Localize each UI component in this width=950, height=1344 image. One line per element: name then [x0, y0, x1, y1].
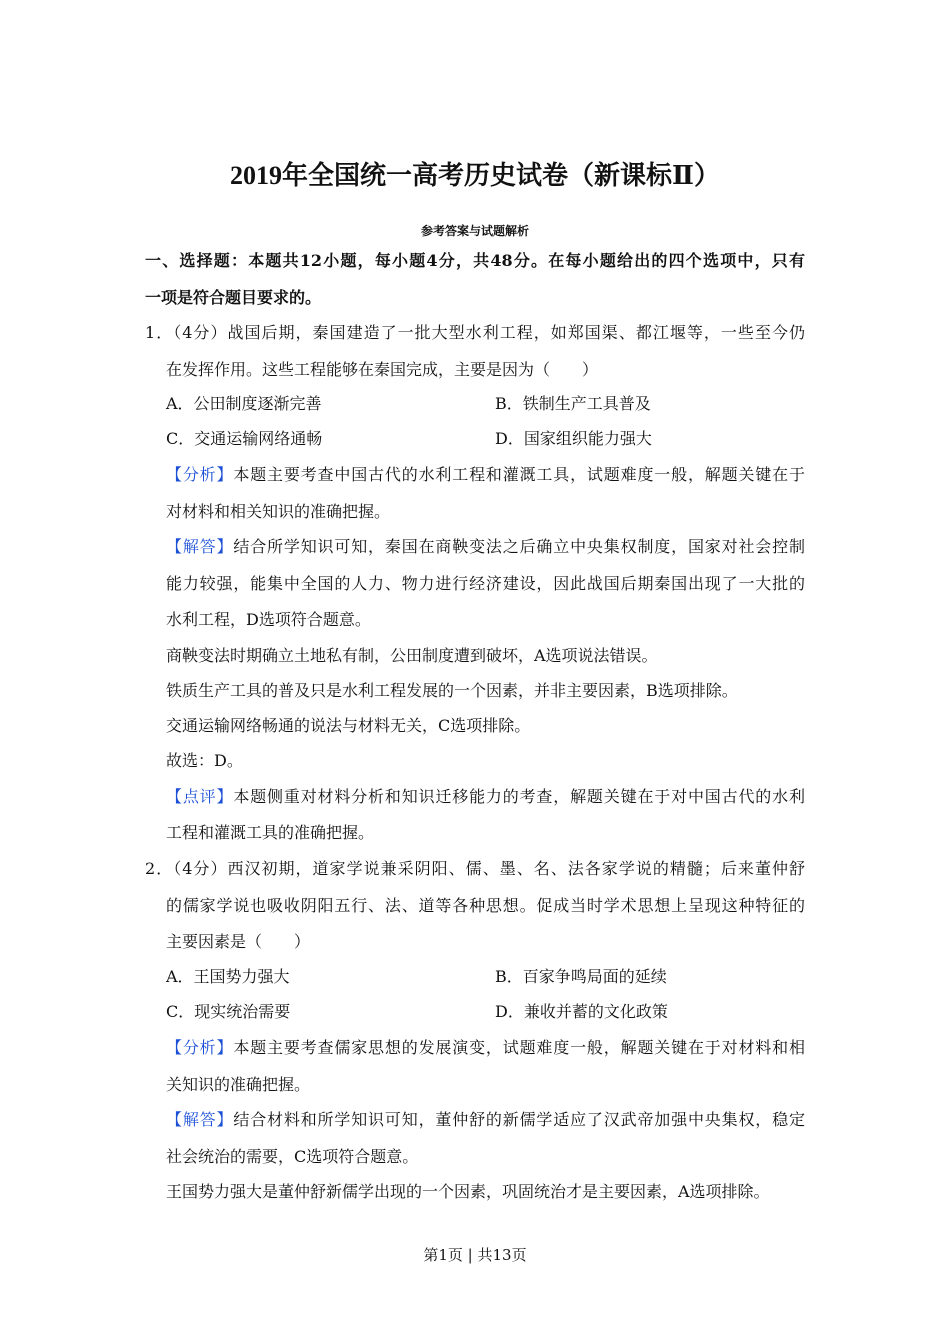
- q1-analysis: [166, 465, 805, 485]
- q2-option-a: A．王国势力强大: [166, 967, 290, 986]
- answer-text: 结合所学知识可知，秦国在商鞅变法之后确立中央集权制度，国家对社会控制: [233, 537, 805, 556]
- q2-option-d: D．兼收并蓄的文化政策: [495, 1002, 668, 1021]
- question-1-stem-cont: 在发挥作用。这些工程能够在秦国完成，主要是因为（ ）: [166, 360, 599, 379]
- q1-answer-line: 水利工程，D选项符合题意。: [166, 610, 371, 629]
- question-2-stem-cont: 的儒家学说也吸收阴阳五行、法、道等各种思想。促成当时学术思想上呈现这种特征的: [166, 896, 805, 915]
- q1-option-d: D．国家组织能力强大: [495, 429, 652, 448]
- q1-option-a: A．公田制度逐渐完善: [166, 394, 322, 413]
- question-1-stem: 1．（4分）战国后期，秦国建造了一批大型水利工程，如郑国渠、都江堰等，一些至今仍: [145, 323, 805, 342]
- section-heading: 一、选择题：本题共12小题，每小题4分，共48分。在每小题给出的四个选项中，只有: [145, 251, 805, 270]
- comment-text: 本题侧重对材料分析和知识迁移能力的考查，解题关键在于对中国古代的水利: [233, 787, 805, 806]
- section-heading-cont: 一项是符合题目要求的。: [145, 288, 322, 307]
- q1-answer-line: 能力较强，能集中全国的人力、物力进行经济建设，因此战国后期秦国出现了一大批的: [166, 574, 805, 593]
- q1-analysis-cont: 对材料和相关知识的准确把握。: [166, 502, 391, 521]
- q1-answer-line: 铁质生产工具的普及只是水利工程发展的一个因素，并非主要因素，B选项排除。: [166, 681, 738, 700]
- q2-option-c: C．现实统治需要: [166, 1002, 291, 1021]
- question-2-stem-cont: 主要因素是（ ）: [166, 932, 311, 951]
- q1-answer: [166, 537, 805, 557]
- analysis-text: 本题主要考查儒家思想的发展演变，试题难度一般，解题关键在于对材料和相: [233, 1038, 805, 1057]
- q2-analysis: [166, 1038, 805, 1058]
- analysis-tag: 【分析】: [166, 1038, 234, 1057]
- comment-tag: 【点评】: [166, 787, 234, 806]
- document-subtitle: 参考答案与试题解析: [420, 224, 529, 238]
- q2-analysis-cont: 关知识的准确把握。: [166, 1075, 311, 1094]
- q1-answer-line: 商鞅变法时期确立土地私有制，公田制度遭到破坏，A选项说法错误。: [166, 646, 658, 665]
- answer-tag: 【解答】: [166, 1110, 234, 1129]
- question-2-stem: 2．（4分）西汉初期，道家学说兼采阴阳、儒、墨、名、法各家学说的精髓；后来董仲舒: [145, 859, 805, 878]
- q2-answer-line: 王国势力强大是董仲舒新儒学出现的一个因素，巩固统治才是主要因素，A选项排除。: [166, 1182, 770, 1201]
- answer-text: 结合材料和所学知识可知，董仲舒的新儒学适应了汉武帝加强中央集权，稳定: [233, 1110, 805, 1129]
- q1-comment-cont: 工程和灌溉工具的准确把握。: [166, 823, 375, 842]
- document-title: 2019年全国统一高考历史试卷（新课标Ⅱ）: [230, 161, 720, 190]
- q2-option-b: B．百家争鸣局面的延续: [495, 967, 667, 986]
- q1-answer-line: 交通运输网络畅通的说法与材料无关，C选项排除。: [166, 716, 531, 735]
- page-footer: 第1页 | 共13页: [423, 1246, 527, 1264]
- q1-option-b: B．铁制生产工具普及: [495, 394, 651, 413]
- q1-final-answer: 故选：D。: [166, 751, 243, 770]
- q1-option-c: C．交通运输网络通畅: [166, 429, 323, 448]
- analysis-tag: 【分析】: [166, 465, 234, 484]
- answer-tag: 【解答】: [166, 537, 234, 556]
- q2-answer: [166, 1110, 805, 1130]
- q2-answer-line: 社会统治的需要，C选项符合题意。: [166, 1147, 419, 1166]
- q1-comment: [166, 787, 805, 807]
- analysis-text: 本题主要考查中国古代的水利工程和灌溉工具，试题难度一般，解题关键在于: [233, 465, 805, 484]
